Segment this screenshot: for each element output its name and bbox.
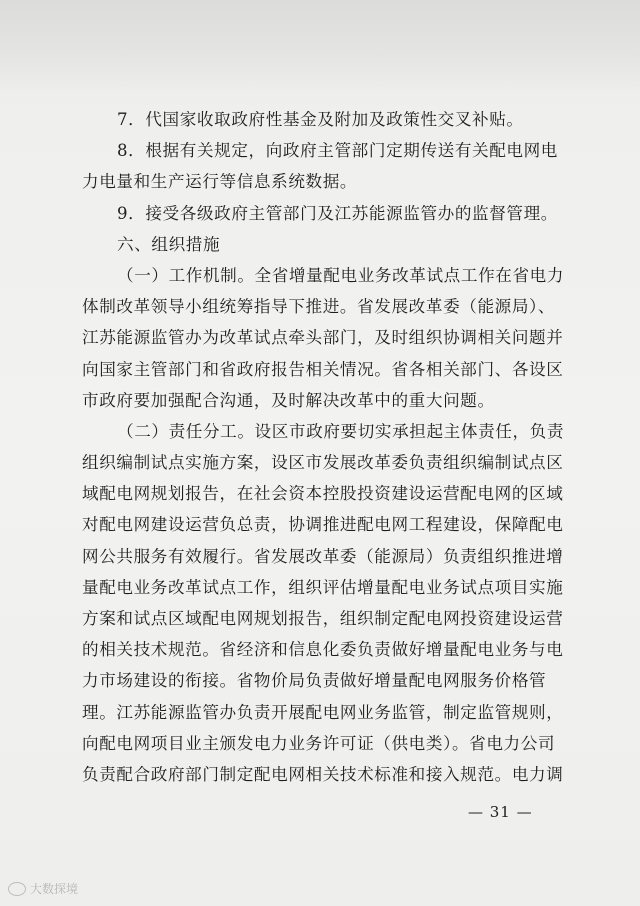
text-line: 力市场建设的衔接。省物价局负责做好增量配电网服务价格管 [82, 671, 547, 691]
text-line: 体制改革领导小组统筹指导下推进。省发展改革委（能源局）、 [82, 297, 556, 317]
text-line: 的相关技术规范。省经济和信息化委负责做好增量配电业务与电 [82, 640, 564, 660]
watermark-text: 大数探境 [30, 882, 79, 896]
scan-shadow [0, 0, 640, 90]
text-line: 向配电网项目业主颁发电力业务许可证（供电类）。省电力公司 [82, 733, 556, 753]
watermark-logo-icon [8, 882, 26, 896]
text-line: 组织编制试点实施方案，设区市发展改革委负责组织编制试点区 [82, 453, 564, 473]
text-line: 域配电网规划报告，在社会资本控股投资建设运营配电网的区域 [82, 484, 564, 504]
text-line: 力电量和生产运行等信息系统数据。 [82, 172, 358, 192]
text-line: 8．根据有关规定，向政府主管部门定期传送有关配电网电 [117, 141, 558, 161]
text-line: 向国家主管部门和省政府报告相关情况。省各相关部门、各设区 [82, 359, 564, 379]
text-line: 六、组织措施 [117, 234, 221, 254]
text-line: （二）责任分工。设区市政府要切实承担起主体责任，负责 [117, 421, 565, 441]
text-line: 负责配合政府部门制定配电网相关技术标准和接入规范。电力调 [82, 764, 564, 784]
page-number: — 31 — [468, 803, 533, 821]
text-line: 理。江苏能源监管办负责开展配电网业务监管，制定监管规则， [82, 702, 564, 722]
text-line: 市政府要加强配合沟通，及时解决改革中的重大问题。 [82, 390, 495, 410]
text-line: 网公共服务有效履行。省发展改革委（能源局）负责组织推进增 [82, 546, 564, 566]
text-line: 9．接受各级政府主管部门及江苏能源监管办的监督管理。 [117, 203, 558, 223]
document-body [82, 104, 565, 790]
watermark [8, 880, 78, 897]
text-line: （一）工作机制。全省增量配电业务改革试点工作在省电力 [117, 265, 565, 285]
text-line: 江苏能源监管办为改革试点牵头部门，及时组织协调相关问题并 [82, 328, 564, 348]
text-line: 量配电业务改革试点工作，组织评估增量配电业务试点项目实施 [82, 577, 564, 597]
text-line: 对配电网建设运营负总责，协调推进配电网工程建设，保障配电 [82, 515, 564, 535]
text-line: 7．代国家收取政府性基金及附加及政策性交叉补贴。 [117, 110, 524, 129]
text-line: 方案和试点区域配电网规划报告，组织制定配电网投资建设运营 [82, 609, 564, 628]
